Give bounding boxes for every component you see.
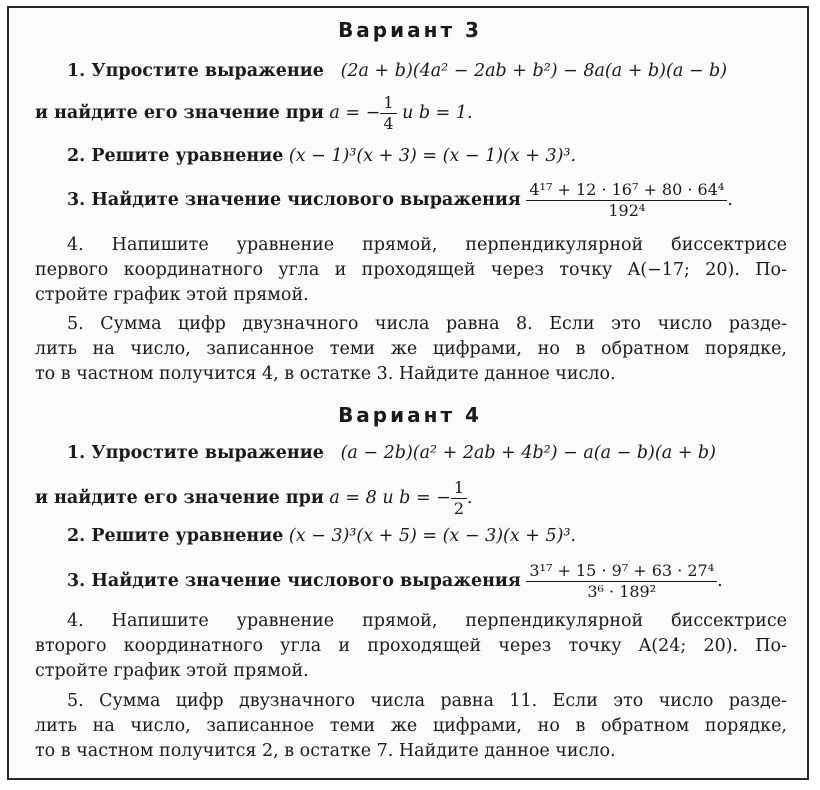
v4-task1-cond-a: a = 8 и b = − <box>329 488 451 508</box>
v3-task1-expression: (2a + b)(4a² − 2ab + b²) − 8a(a + b)(a − b) <box>340 61 728 81</box>
v4-task3-frac-den: 3⁶ · 189² <box>587 582 657 601</box>
v4-task3-end: . <box>717 571 723 591</box>
v3-task1-line1 <box>67 60 787 82</box>
v3-task3-number: 3. <box>67 190 86 210</box>
v3-task3-fraction <box>526 180 727 221</box>
v4-task1-cond-b: . <box>467 488 473 508</box>
v3-task5-line3: то в частном получится 4, в остатке 3. Найдите данное число. <box>35 364 616 384</box>
v3-task4-line3: стройте график этой прямой. <box>35 285 309 305</box>
v4-task2-equation: (x − 3)³(x + 5) = (x − 3)(x + 5)³. <box>288 526 577 546</box>
v4-task4-line3: стройте график этой прямой. <box>35 661 309 681</box>
v4-task1-line2 <box>35 478 787 519</box>
v3-task1-cond-b: и b = 1. <box>402 103 473 123</box>
v4-task3-text: Найдите значение числового выражения <box>91 571 521 591</box>
v3-task3-text: Найдите значение числового выражения <box>91 190 521 210</box>
v3-task3-frac-den: 192⁴ <box>608 201 646 220</box>
v3-task3-end: . <box>727 190 733 210</box>
v4-task2-text: Решите уравнение <box>91 526 284 546</box>
v4-task4-line1: 4. Напишите уравнение прямой, перпендикулярной биссектрисе <box>67 611 787 631</box>
v3-task1-text: Упростите выражение <box>91 61 324 81</box>
v3-task2-number: 2. <box>67 146 86 166</box>
variant-3-title: Вариант 3 <box>338 18 482 42</box>
v3-task1-cond-a: a = − <box>329 103 381 123</box>
v4-task1-line1 <box>67 442 787 464</box>
worksheet-page <box>7 6 809 780</box>
v3-task4-line1: 4. Напишите уравнение прямой, перпендикулярной биссектрисе <box>67 235 787 255</box>
v4-task4-line2: второго координатного угла и проходящей через точку A(24; 20). По- <box>35 636 787 656</box>
v3-task3 <box>67 180 787 221</box>
v4-task1-number: 1. <box>67 443 86 463</box>
v4-task1-text: Упростите выражение <box>91 443 324 463</box>
v4-task1-expression: (a − 2b)(a² + 2ab + 4b²) − a(a − b)(a + b) <box>340 443 716 463</box>
v3-task1-fraction <box>380 93 396 134</box>
v3-task2 <box>67 145 787 167</box>
v3-task1-frac-den: 4 <box>383 114 394 133</box>
v4-task3-frac-num: 3¹⁷ + 15 · 9⁷ + 63 · 27⁴ <box>526 561 717 582</box>
v3-task5-line1: 5. Сумма цифр двузначного числа равна 8. Если это число разде- <box>67 314 787 334</box>
v3-task2-equation: (x − 1)³(x + 3) = (x − 1)(x + 3)³. <box>288 146 577 166</box>
variant-4-title: Вариант 4 <box>338 403 482 427</box>
v3-task4-line2: первого координатного угла и проходящей через точку A(−17; 20). По- <box>35 260 787 280</box>
v4-task1-continuation: и найдите его значение при <box>35 488 324 508</box>
v4-task1-fraction <box>451 478 467 519</box>
v3-task3-frac-num: 4¹⁷ + 12 · 16⁷ + 80 · 64⁴ <box>526 180 727 201</box>
v3-task2-text: Решите уравнение <box>91 146 284 166</box>
v4-task5-line1: 5. Сумма цифр двузначного числа равна 11. Если это число разде- <box>67 691 787 711</box>
v4-task3 <box>67 561 787 602</box>
v4-task1-frac-den: 2 <box>453 499 465 518</box>
v3-task1-line2 <box>35 93 787 134</box>
v3-task1-number: 1. <box>67 61 86 81</box>
v3-task1-continuation: и найдите его значение при <box>35 103 324 123</box>
v4-task2-number: 2. <box>67 526 86 546</box>
v4-task1-frac-num: 1 <box>451 478 467 499</box>
v4-task5-line2: лить на число, записанное теми же цифрами, но в обратном порядке, <box>35 716 787 736</box>
v4-task3-number: 3. <box>67 571 86 591</box>
v3-task5-line2: лить на число, записанное теми же цифрами, но в обратном порядке, <box>35 339 787 359</box>
v4-task3-fraction <box>526 561 717 602</box>
v4-task2 <box>67 525 787 547</box>
v4-task5-line3: то в частном получится 2, в остатке 7. Найдите данное число. <box>35 741 616 761</box>
v3-task1-frac-num: 1 <box>380 93 396 114</box>
